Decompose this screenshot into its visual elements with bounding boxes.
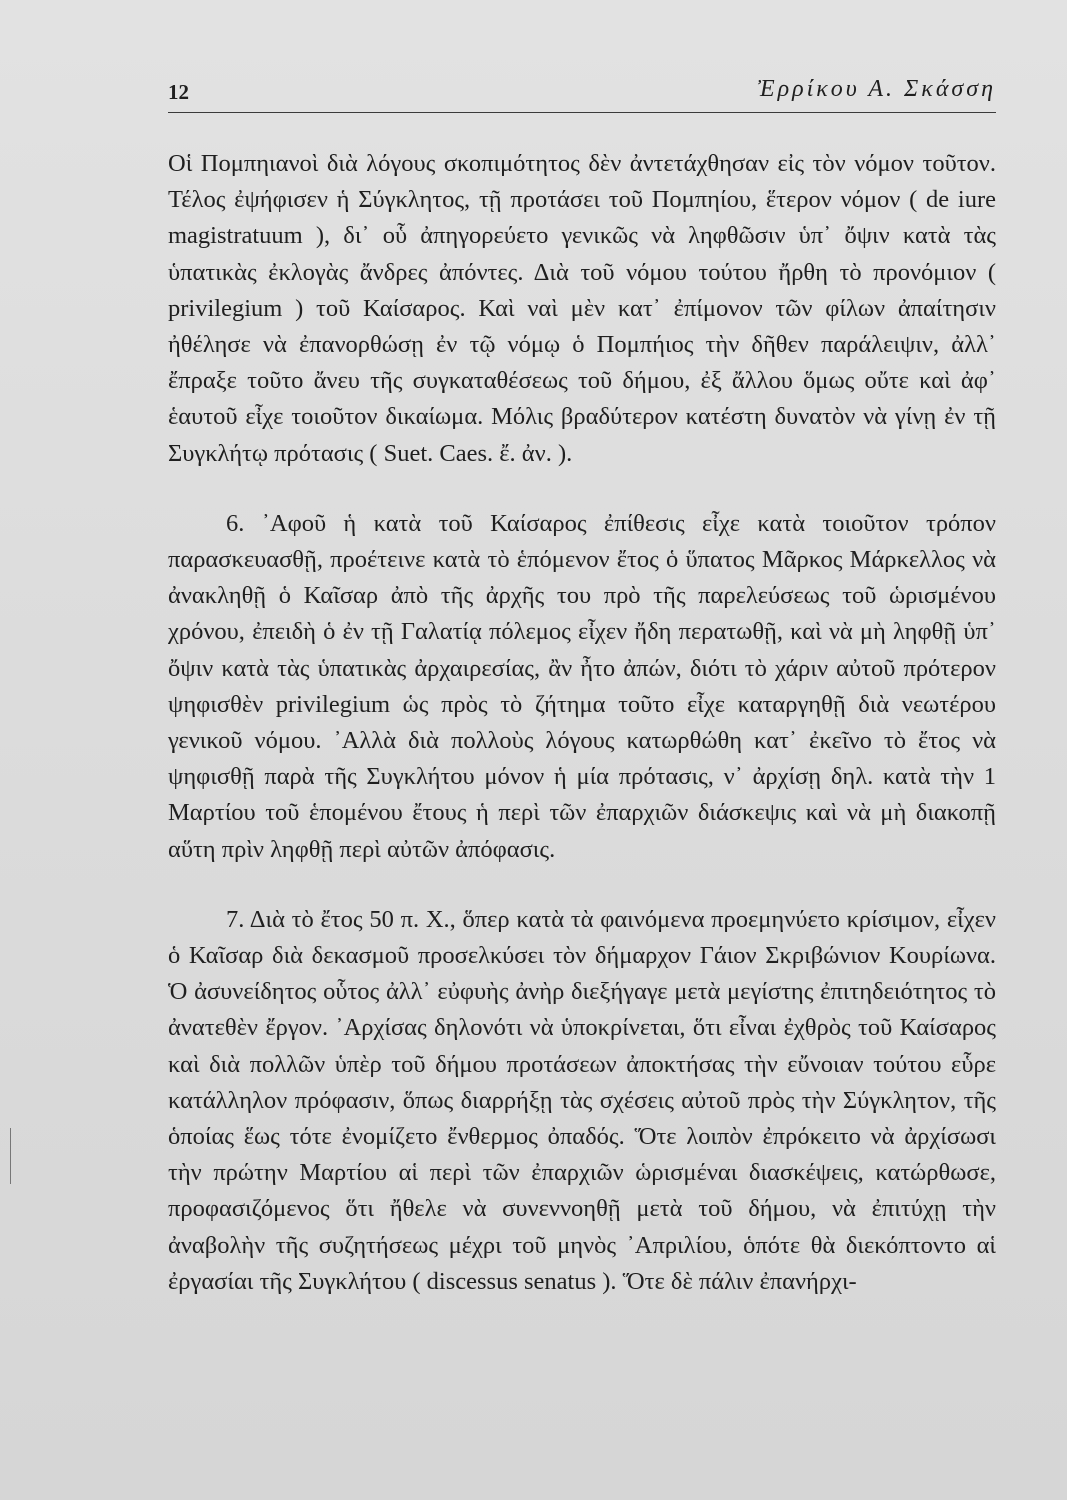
page-body [168, 146, 996, 1300]
page-header [168, 70, 996, 110]
margin-mark [10, 1128, 29, 1184]
paragraph-continuation: Οἱ Πομπηιανοὶ διὰ λόγους σκοπιμότητος δὲν ἀντετάχθησαν εἰς τὸν νόμον τοῦτον. Τέλος ἐψήφισεν ἡ Σύγκλητος, τῇ προτάσει τοῦ Πομπηίου, ἕτερον νόμον ( de iure magistratuum ), δι᾿ οὗ ἀπηγορεύετο γενικῶς νὰ ληφθῶσιν ὑπ᾿ ὄψιν κατὰ τὰς ὑπατικὰς ἐκλογὰς ἄνδρες ἀπόντες. Διὰ τοῦ νόμου τούτου ἤρθη τὸ προνόμιον ( privilegium ) τοῦ Καίσαρος. Καὶ ναὶ μὲν κατ᾿ ἐπίμονον τῶν φίλων ἀπαίτησιν ἠθέλησε νὰ ἐπανορθώσῃ ἐν τῷ νόμῳ ὁ Πομπήιος τὴν δῆθεν παράλειψιν, ἀλλ᾿ ἔπραξε τοῦτο ἄνευ τῆς συγκαταθέσεως τοῦ δήμου, ἐξ ἄλλου ὅμως οὔτε καὶ ἀφ᾿ ἑαυτοῦ εἶχε τοιοῦτον δικαίωμα. Μόλις βραδύτερον κατέστη δυνατὸν νὰ γίνῃ ἐν τῇ Συγκλήτῳ πρότασις ( Suet. Caes. ἔ. ἀν. ). [168, 150, 996, 467]
paragraph-section-6: 6. ᾿Αφοῦ ἡ κατὰ τοῦ Καίσαρος ἐπίθεσις εἶχε κατὰ τοιοῦτον τρόπον παρασκευασθῇ, προέτεινε κατὰ τὸ ἑπόμενον ἔτος ὁ ὕπατος Μᾶρκος Μάρκελλος νὰ ἀνακληθῇ ὁ Καῖσαρ ἀπὸ τῆς ἀρχῆς του πρὸ τῆς παρελεύσεως τοῦ ὡρισμένου χρόνου, ἐπειδὴ ὁ ἐν τῇ Γαλατίᾳ πόλεμος εἶχεν ἤδη περατωθῇ, καὶ νὰ μὴ ληφθῇ ὑπ᾿ ὄψιν κατὰ τὰς ὑπατικὰς ἀρχαιρεσίας, ἂν ἦτο ἀπών, διότι τὸ χάριν αὐτοῦ πρότερον ψηφισθὲν privilegium ὡς πρὸς τὸ ζήτημα τοῦτο εἶχε καταργηθῇ διὰ νεωτέρου γενικοῦ νόμου. ᾿Αλλὰ διὰ πολλοὺς λόγους κατωρθώθη κατ᾿ ἐκεῖνο τὸ ἔτος νὰ ψηφισθῇ παρὰ τῆς Συγκλήτου μόνον ἡ μία πρότασις, ν᾿ ἀρχίσῃ δηλ. κατὰ τὴν 1 Μαρτίου τοῦ ἑπομένου ἔτους ἡ περὶ τῶν ἐπαρχιῶν διάσκεψις καὶ νὰ μὴ διακοπῇ αὕτη πρὶν ληφθῇ περὶ αὐτῶν ἀπόφασις. [168, 509, 996, 863]
paragraph-section-7: 7. Διὰ τὸ ἔτος 50 π. Χ., ὅπερ κατὰ τὰ φαινόμενα προεμηνύετο κρίσιμον, εἶχεν ὁ Καῖσαρ διὰ δεκασμοῦ προσελκύσει τὸν δήμαρχον Γάιον Σκριβώνιον Κουρίωνα. Ὁ ἀσυνείδητος οὗτος ἀλλ᾿ εὐφυὴς ἀνὴρ διεξήγαγε μετὰ μεγίστης ἐπιτηδειότητος τὸ ἀνατεθὲν ἔργον. ᾿Αρχίσας δηλονότι νὰ ὑποκρίνεται, ὅτι εἶναι ἐχθρὸς τοῦ Καίσαρος καὶ διὰ πολλῶν ὑπὲρ τοῦ δήμου προτάσεων ἀποκτήσας τὴν εὔνοιαν τούτου εὗρε κατάλληλον πρόφασιν, ὅπως διαρρήξῃ τὰς σχέσεις αὐτοῦ πρὸς τὴν Σύγκλητον, τῆς ὁποίας ἕως τότε ἐνομίζετο ἔνθερμος ὀπαδός. Ὅτε λοιπὸν ἐπρόκειτο νὰ ἀρχίσωσι τὴν πρώτην Μαρτίου αἱ περὶ τῶν ἐπαρχιῶν ὡρισμέναι διασκέψεις, κατώρθωσε, προφασιζόμενος ὅτι ἤθελε νὰ συνεννοηθῇ μετὰ τοῦ δήμου, νὰ ἐπιτύχῃ τὴν ἀναβολὴν τῆς συζητήσεως μέχρι τοῦ μηνὸς ᾿Απριλίου, ὁπότε θὰ διεκόπτοντο αἱ ἐργασίαι τῆς Συγκλήτου ( discessus senatus ). Ὅτε δὲ πάλιν ἐπανήρχι- [168, 905, 996, 1295]
page-number: 12 [168, 80, 189, 104]
running-head: Ἐρρίκου Α. Σκάσση [757, 76, 996, 102]
header-rule [168, 112, 996, 113]
